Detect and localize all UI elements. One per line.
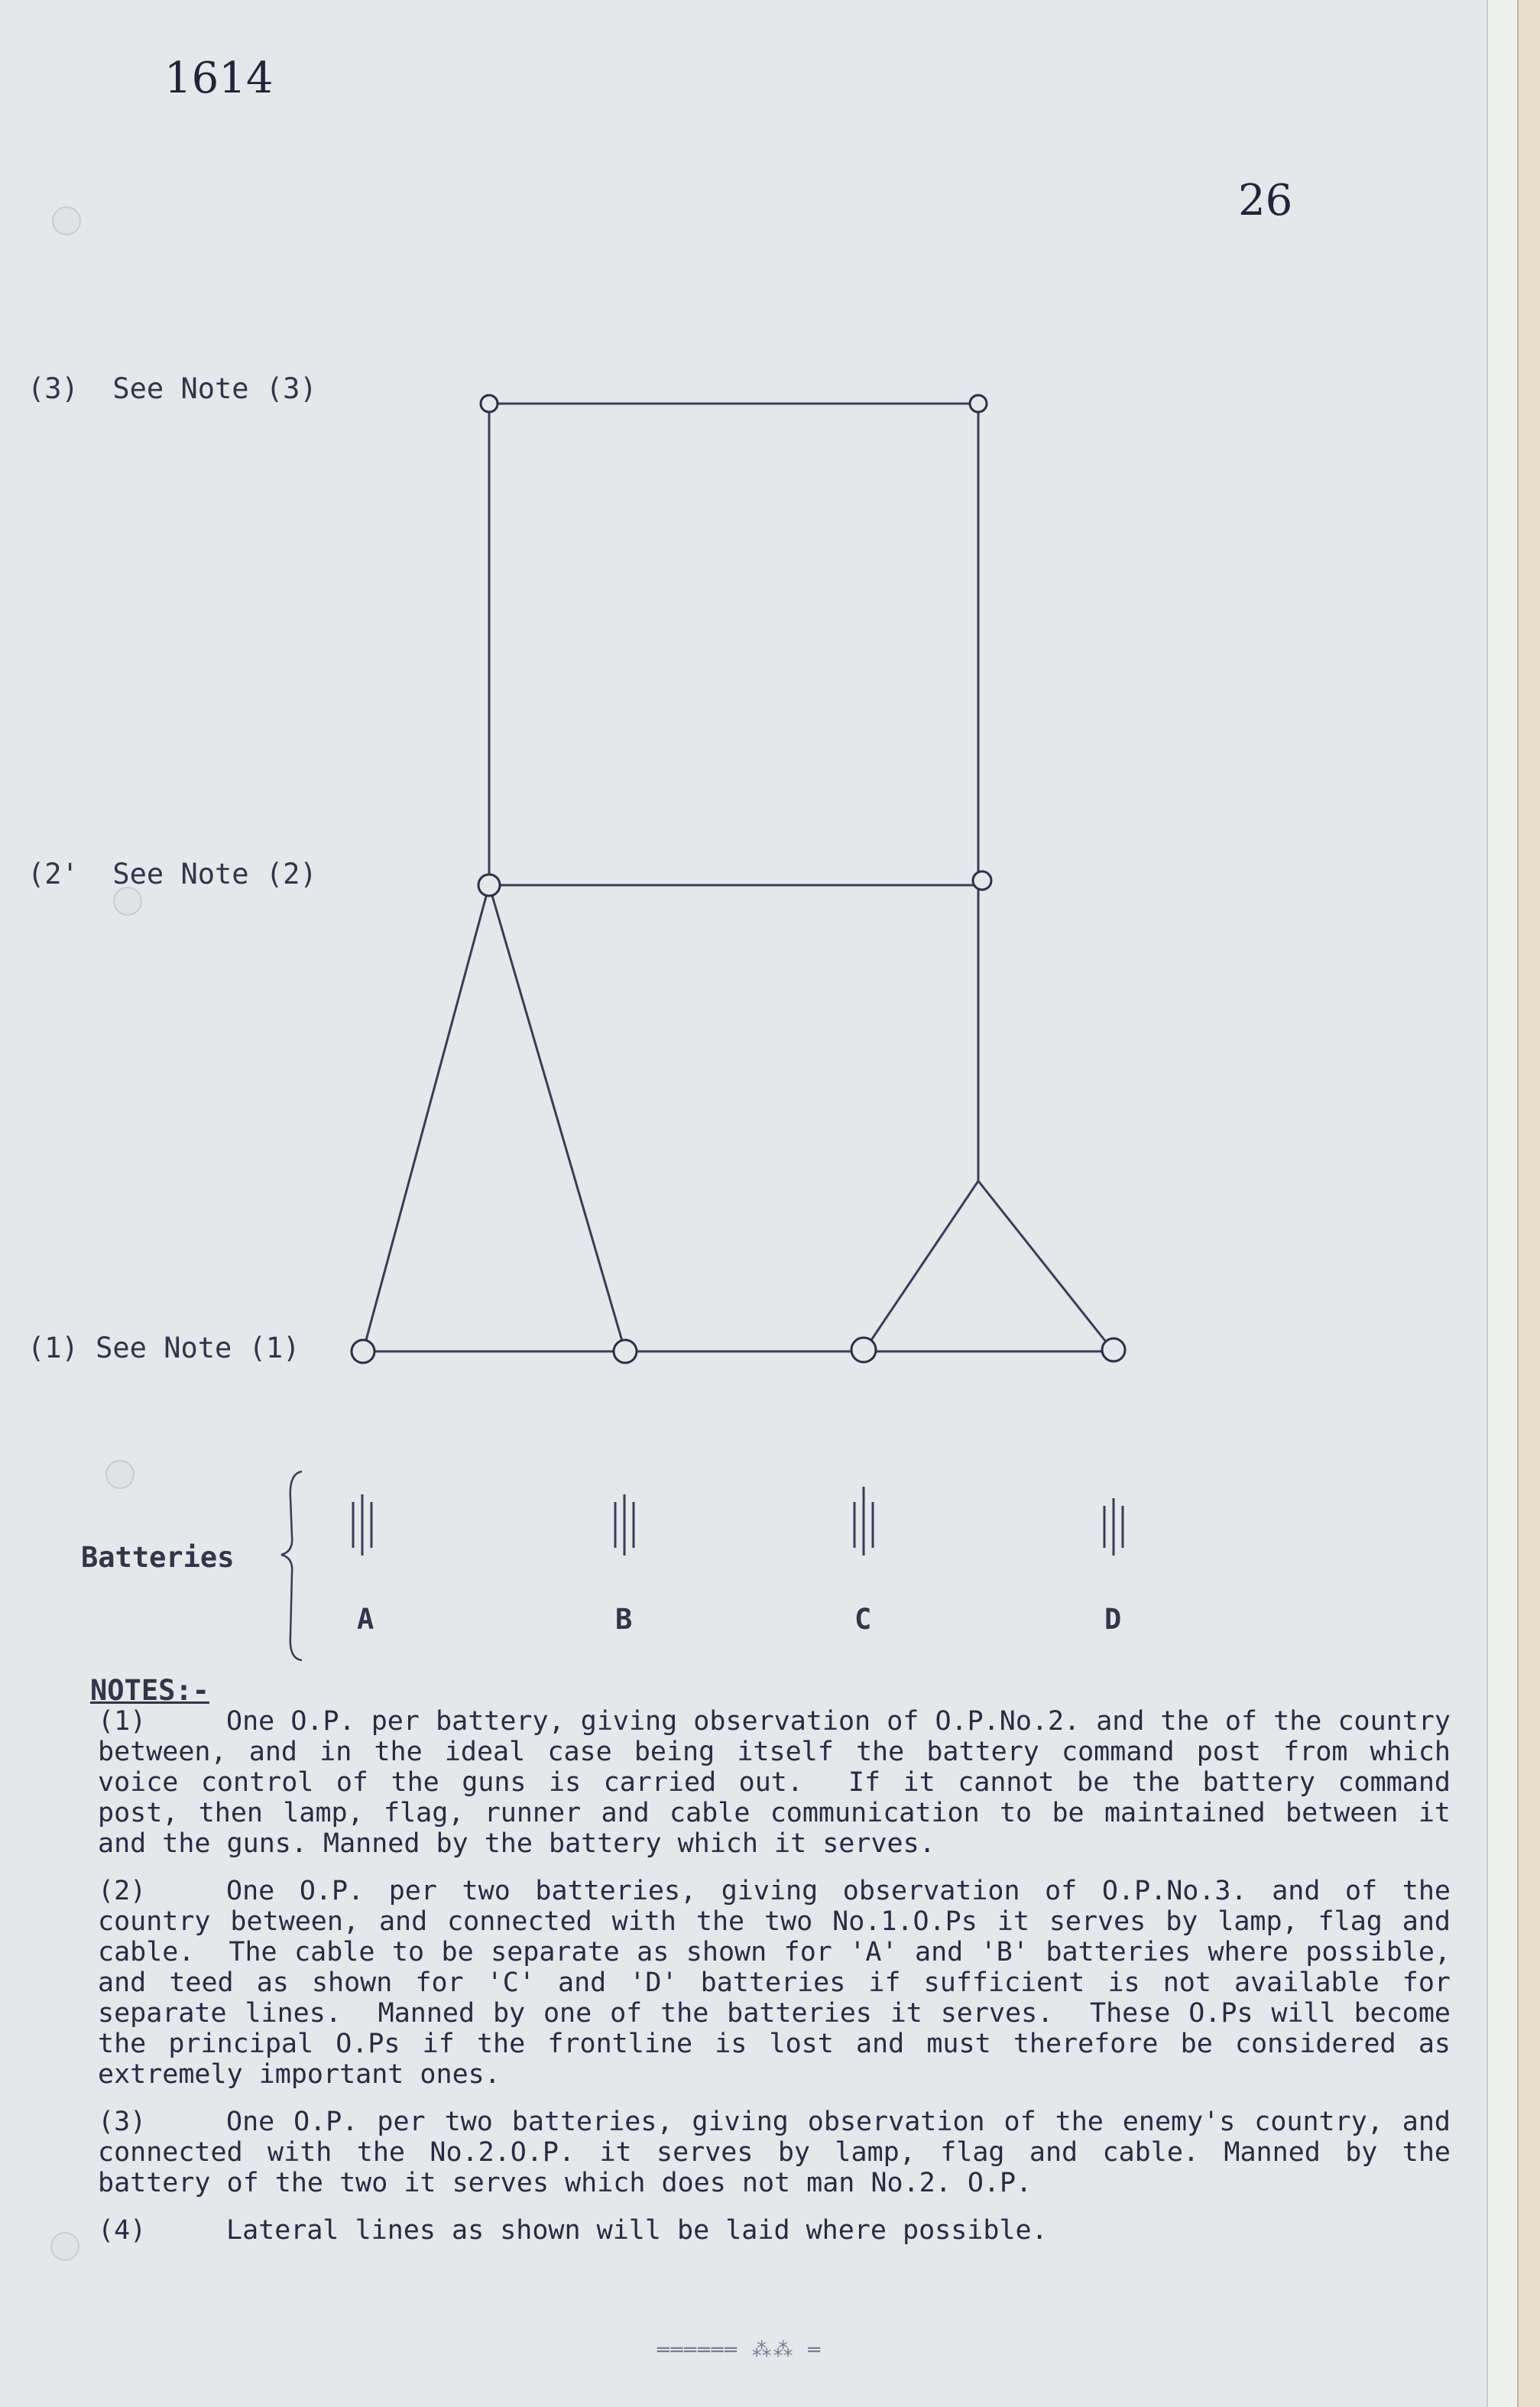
op1-b-node — [614, 1340, 637, 1363]
level-2-label: (2' See Note (2) — [28, 858, 317, 890]
note-4-text: Lateral lines as shown will be laid where possible. — [226, 2215, 1048, 2246]
batteries-brace — [281, 1471, 302, 1660]
cable-op2-to-a — [363, 885, 489, 1351]
reference-number: 1614 — [164, 54, 274, 103]
batteries-label: Batteries — [81, 1541, 235, 1574]
note-1-number: (1) — [98, 1706, 147, 1737]
note-1-text: One O.P. per battery, giving observation of O.P.No.2. and the of the country between, and in the ideal case being itself the battery command post from which voice control of the guns is carried out. If it cannot be the battery command post, then lamp, flag, runner and cable communication to be maintained between it and the guns. Manned by the battery which it serves. — [98, 1706, 1467, 1859]
note-2-number: (2) — [98, 1876, 147, 1906]
note-3-text: One O.P. per two batteries, giving observation of the enemy's country, and connected with the No.2.O.P. it serves by lamp, flag and cable. Manned by the battery of the two it serves which does not man No.2. O.P. — [98, 2107, 1467, 2198]
op1-a-node — [352, 1340, 374, 1363]
gun-symbols — [353, 1487, 1123, 1555]
note-1 — [98, 1706, 1467, 1859]
note-4-number: (4) — [98, 2215, 147, 2246]
op1-d-node — [1102, 1338, 1125, 1361]
op1-c-node — [851, 1338, 876, 1362]
note-2 — [98, 1876, 1467, 2090]
notes-section — [98, 1706, 1467, 2246]
note-3-number: (3) — [98, 2107, 147, 2137]
page-number: 26 — [1238, 176, 1293, 225]
battery-d-label: D — [1104, 1603, 1122, 1636]
level-3-label: (3) See Note (3) — [28, 372, 317, 405]
op2-right-node — [973, 871, 991, 890]
battery-a-label: A — [357, 1603, 374, 1636]
op3-left-node — [481, 395, 498, 412]
battery-c-label: C — [854, 1603, 872, 1636]
end-rule-mark: ══════ ⁂⁂ ═ — [657, 2339, 822, 2362]
tee-to-d — [978, 1181, 1114, 1351]
notes-title: NOTES:- — [90, 1674, 209, 1707]
tee-to-c — [864, 1181, 978, 1351]
cable-op2-to-b — [489, 885, 625, 1351]
note-3 — [98, 2107, 1467, 2198]
battery-b-label: B — [615, 1603, 633, 1636]
note-2-text: One O.P. per two batteries, giving observation of O.P.No.3. and of the country between, and connected with the two No.1.O.Ps it serves by lamp, flag and cable. The cable to be separate as shown for 'A' and 'B' batteries where possible, and teed as shown for 'C' and 'D' batteries if sufficient is not available for separate lines. Manned by one of the batteries it serves. These O.Ps will become the principal O.Ps if the frontline is lost and must therefore be considered as extremely important ones. — [98, 1876, 1467, 2090]
op2-left-node — [478, 874, 500, 896]
level-1-label: (1) See Note (1) — [28, 1332, 300, 1364]
op3-right-node — [970, 395, 987, 412]
note-4 — [98, 2215, 1451, 2246]
